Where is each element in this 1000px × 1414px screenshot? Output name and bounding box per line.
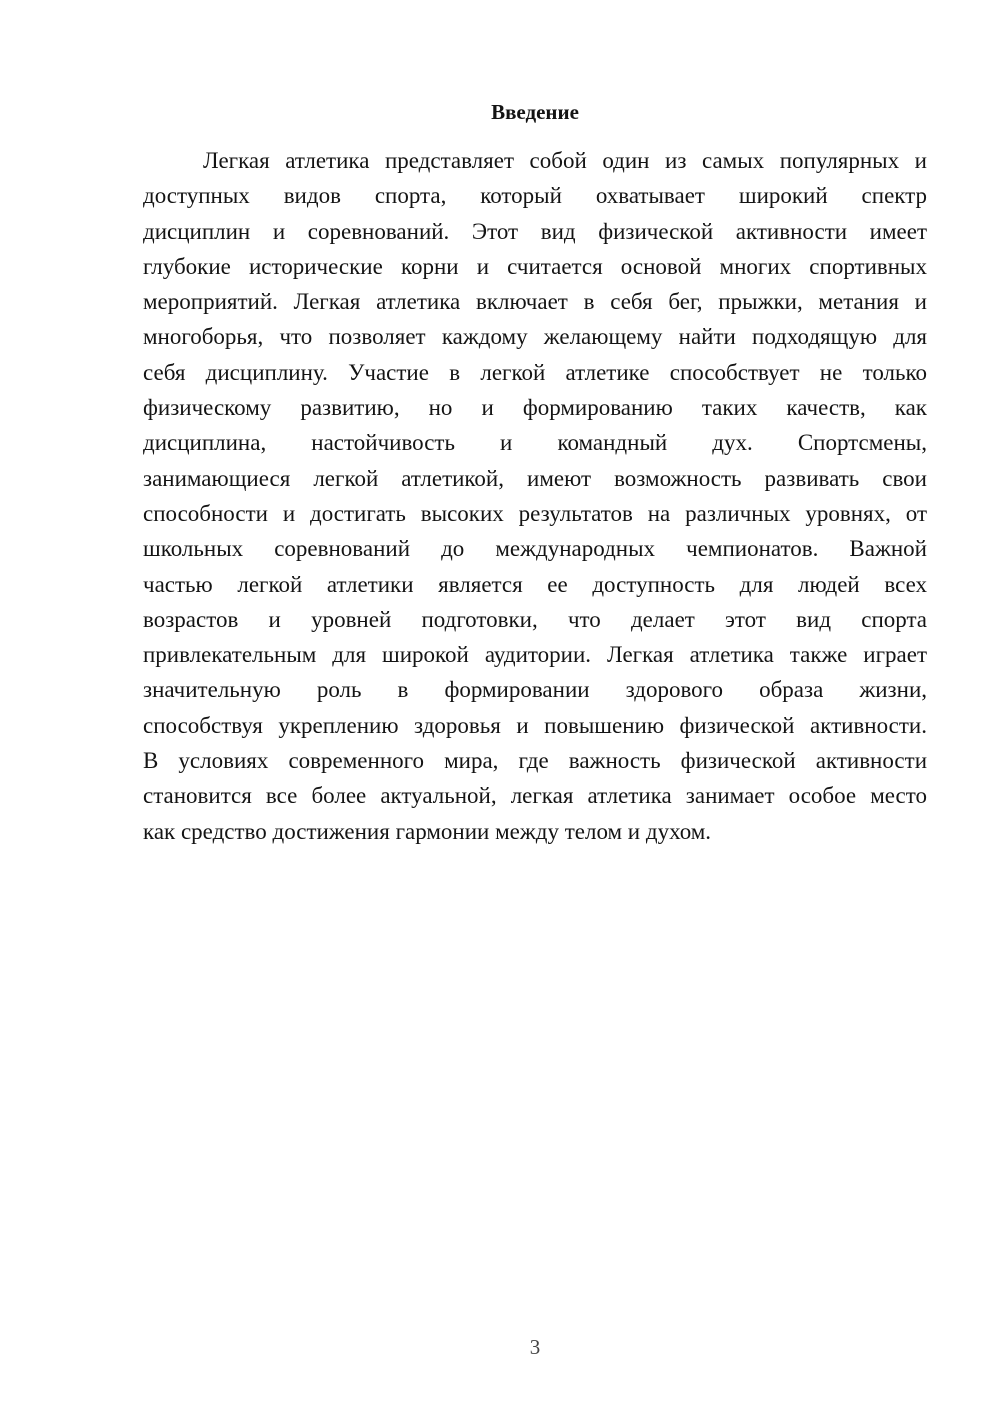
page-heading: Введение: [491, 100, 579, 124]
paragraph-line: В условиях современного мира, где важность физической активности: [143, 748, 927, 774]
paragraph-line: как средство достижения гармонии между телом и духом.: [143, 818, 712, 844]
paragraph-line: становится все более актуальной, легкая атлетика занимает особое место: [143, 783, 927, 809]
paragraph-line: способности и достигать высоких результатов на различных уровнях, от: [143, 500, 927, 526]
paragraph-line: школьных соревнований до международных чемпионатов. Важной: [143, 536, 927, 562]
paragraph-line: способствуя укреплению здоровья и повышению физической активности.: [143, 712, 927, 738]
paragraph-line: дисциплина, настойчивость и командный дух. Спортсмены,: [143, 430, 927, 456]
paragraph-line: значительную роль в формировании здорового образа жизни,: [143, 677, 927, 703]
paragraph-line: возрастов и уровней подготовки, что делает этот вид спорта: [143, 606, 927, 632]
paragraph-line: физическому развитию, но и формированию таких качеств, как: [143, 395, 927, 421]
paragraph-line: доступных видов спорта, который охватывает широкий спектр: [143, 183, 927, 209]
paragraph-line: частью легкой атлетики является ее доступность для людей всех: [143, 571, 927, 597]
paragraph-line: мероприятий. Легкая атлетика включает в себя бег, прыжки, метания и: [143, 289, 927, 315]
paragraph-line: Легкая атлетика представляет собой один из самых популярных и: [203, 148, 927, 173]
intro-paragraph: [143, 143, 927, 849]
paragraph-line: занимающиеся легкой атлетикой, имеют возможность развивать свои: [143, 465, 927, 491]
paragraph-line: дисциплин и соревнований. Этот вид физической активности имеет: [143, 218, 927, 244]
page-number: 3: [529, 1335, 541, 1359]
paragraph-line: глубокие исторические корни и считается основой многих спортивных: [143, 253, 927, 279]
paragraph-line: себя дисциплину. Участие в легкой атлетике способствует не только: [143, 359, 927, 385]
paragraph-line: привлекательным для широкой аудитории. Легкая атлетика также играет: [143, 642, 927, 668]
paragraph-line: многоборья, что позволяет каждому желающему найти подходящую для: [143, 324, 927, 350]
